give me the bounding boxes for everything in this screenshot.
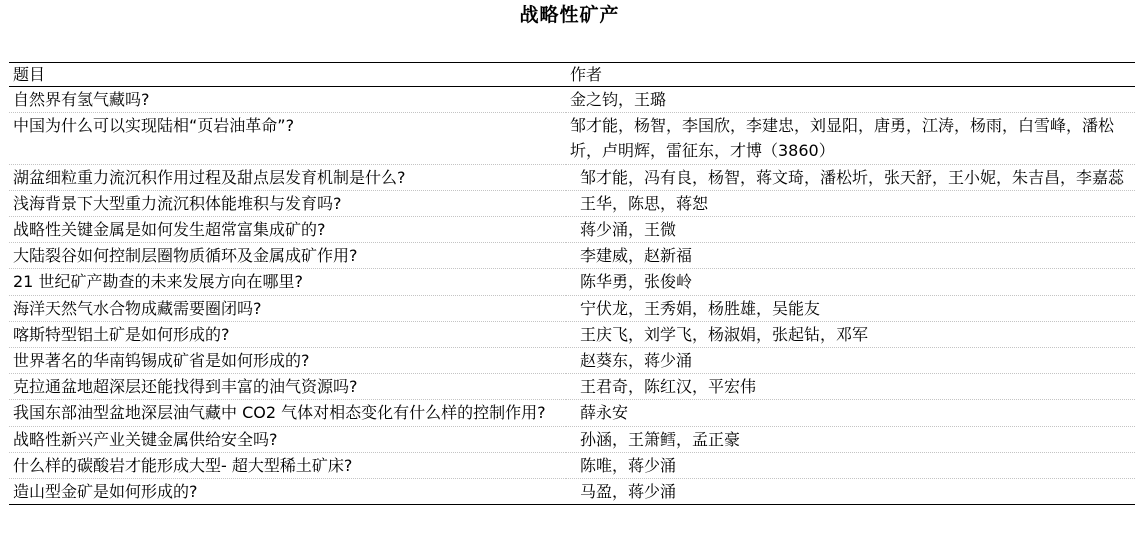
question-cell: 海洋天然气水合物成藏需要圈闭吗? bbox=[9, 295, 566, 321]
table-row bbox=[9, 190, 1135, 216]
authors-cell: 赵葵东，蒋少涌 bbox=[566, 348, 1135, 374]
authors-cell: 陈华勇，张俊岭 bbox=[566, 269, 1135, 295]
table-header-row bbox=[9, 63, 1135, 87]
table-row bbox=[9, 374, 1135, 400]
question-cell: 我国东部油型盆地深层油气藏中 CO2 气体对相态变化有什么样的控制作用? bbox=[9, 400, 566, 426]
page-title: 战略性矿产 bbox=[519, 4, 620, 26]
question-cell: 湖盆细粒重力流沉积作用过程及甜点层发育机制是什么? bbox=[9, 164, 566, 190]
table-row bbox=[9, 452, 1135, 478]
authors-cell: 邹才能，杨智，李国欣，李建忠，刘显阳，唐勇，江涛，杨雨，白雪峰，潘松圻，卢明辉，雷征东，才博（3860） bbox=[566, 113, 1135, 164]
authors-cell: 宁伏龙，王秀娟，杨胜雄，吴能友 bbox=[566, 295, 1135, 321]
column-header-question: 题目 bbox=[9, 63, 566, 87]
table-row bbox=[9, 217, 1135, 243]
authors-cell: 金之钧，王璐 bbox=[566, 87, 1135, 113]
authors-cell: 邹才能，冯有良，杨智，蒋文琦，潘松圻，张天舒，王小妮，朱吉昌，李嘉蕊 bbox=[566, 164, 1135, 190]
authors-cell: 马盈，蒋少涌 bbox=[566, 479, 1135, 505]
table-row bbox=[9, 479, 1135, 505]
table-row bbox=[9, 426, 1135, 452]
table-row bbox=[9, 269, 1135, 295]
table-row bbox=[9, 113, 1135, 164]
column-header-authors: 作者 bbox=[566, 63, 1135, 87]
table-row bbox=[9, 321, 1135, 347]
question-cell: 战略性关键金属是如何发生超常富集成矿的? bbox=[9, 217, 566, 243]
question-cell: 世界著名的华南钨锡成矿省是如何形成的? bbox=[9, 348, 566, 374]
question-cell: 喀斯特型铝土矿是如何形成的? bbox=[9, 321, 566, 347]
question-cell: 战略性新兴产业关键金属供给安全吗? bbox=[9, 426, 566, 452]
authors-cell: 王庆飞，刘学飞，杨淑娟，张起钻，邓军 bbox=[566, 321, 1135, 347]
authors-cell: 李建威，赵新福 bbox=[566, 243, 1135, 269]
question-cell: 21 世纪矿产勘查的未来发展方向在哪里? bbox=[9, 269, 566, 295]
table-row bbox=[9, 295, 1135, 321]
question-cell: 什么样的碳酸岩才能形成大型- 超大型稀土矿床? bbox=[9, 452, 566, 478]
table-row bbox=[9, 164, 1135, 190]
authors-cell: 蒋少涌，王微 bbox=[566, 217, 1135, 243]
authors-cell: 陈唯，蒋少涌 bbox=[566, 452, 1135, 478]
table-row bbox=[9, 400, 1135, 426]
question-cell: 克拉通盆地超深层还能找得到丰富的油气资源吗? bbox=[9, 374, 566, 400]
authors-cell: 孙涵，王箫鳕，孟正豪 bbox=[566, 426, 1135, 452]
table-row bbox=[9, 87, 1135, 113]
table-row bbox=[9, 348, 1135, 374]
question-cell: 中国为什么可以实现陆相“页岩油革命”? bbox=[9, 113, 566, 164]
question-cell: 大陆裂谷如何控制层圈物质循环及金属成矿作用? bbox=[9, 243, 566, 269]
question-cell: 自然界有氢气藏吗? bbox=[9, 87, 566, 113]
authors-cell: 王君奇，陈红汉，平宏伟 bbox=[566, 374, 1135, 400]
question-cell: 浅海背景下大型重力流沉积体能堆积与发育吗? bbox=[9, 190, 566, 216]
table-row bbox=[9, 243, 1135, 269]
authors-cell: 王华，陈思，蒋恕 bbox=[566, 190, 1135, 216]
authors-cell: 薛永安 bbox=[566, 400, 1135, 426]
articles-table bbox=[9, 62, 1135, 505]
question-cell: 造山型金矿是如何形成的? bbox=[9, 479, 566, 505]
